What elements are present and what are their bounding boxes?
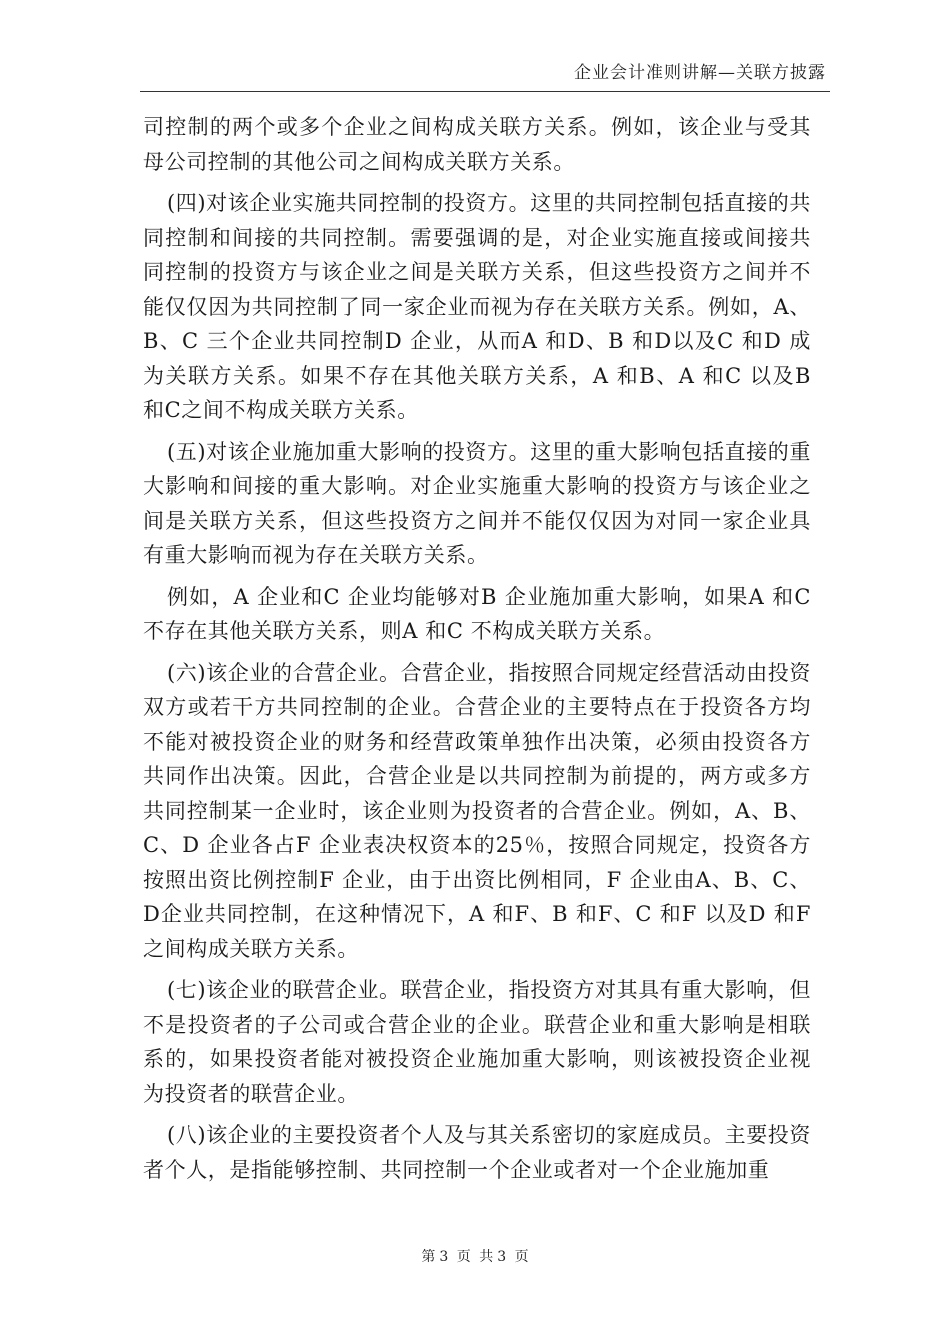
paragraph-continued: 司控制的两个或多个企业之间构成关联方关系。例如，该企业与受其母公司控制的其他公司之间构成关联方关系。 (143, 115, 811, 174)
footer-page-number: 3 (439, 1249, 449, 1265)
page-footer (0, 1246, 950, 1266)
footer-total-label: 共 (479, 1249, 494, 1265)
paragraph-item-5: (五)对该企业施加重大影响的投资方。这里的重大影响包括直接的重大影响和间接的重大影响。对企业实施重大影响的投资方与该企业之间是关联方关系，但这些投资方之间并不能仅仅因为对同一家企业具有重大影响而视为存在关联方关系。 (143, 439, 811, 567)
footer-page-label: 第 (421, 1249, 436, 1265)
footer-total-unit: 页 (514, 1249, 529, 1265)
paragraph-item-7: (七)该企业的联营企业。联营企业，指投资方对其具有重大影响，但不是投资者的子公司或合营企业的企业。联营企业和重大影响是相联系的，如果投资者能对被投资企业施加重大影响，则该被投资企业视为投资者的联营企业。 (143, 978, 811, 1106)
footer-total-pages: 3 (497, 1249, 507, 1265)
header-rule (140, 91, 830, 92)
paragraph-item-6: (六)该企业的合营企业。合营企业，指按照合同规定经营活动由投资双方或若干方共同控制的企业。合营企业的主要特点在于投资各方均不能对被投资企业的财务和经营政策单独作出决策，必须由投资各方共同作出决策。因此，合营企业是以共同控制为前提的，两方或多方共同控制某一企业时，该企业则为投资者的合营企业。例如，A、B、C、D 企业各占F 企业表决权资本的25％，按照合同规定，投资各方按照出资比例控制F 企业，由于出资比例相同，F 企业由A、B、C、D企业共同控制，在这种情况下，A 和F、B 和F、C 和F 以及D 和F 之间构成关联方关系。 (143, 660, 811, 961)
page-body (143, 110, 811, 1187)
paragraph-item-8: (八)该企业的主要投资者个人及与其关系密切的家庭成员。主要投资者个人，是指能够控制、共同控制一个企业或者对一个企业施加重 (143, 1123, 811, 1182)
footer-page-unit: 页 (456, 1249, 471, 1265)
paragraph-example: 例如，A 企业和C 企业均能够对B 企业施加重大影响，如果A 和C不存在其他关联方关系，则A 和C 不构成关联方关系。 (143, 584, 811, 643)
running-header: 企业会计准则讲解—关联方披露 (574, 63, 826, 83)
paragraph-item-4: (四)对该企业实施共同控制的投资方。这里的共同控制包括直接的共同控制和间接的共同控制。需要强调的是，对企业实施直接或间接共同控制的投资方与该企业之间是关联方关系，但这些投资方之间并不能仅仅因为共同控制了同一家企业而视为存在关联方关系。例如，A、B、C 三个企业共同控制D 企业，从而A 和D、B 和D以及C 和D 成为关联方关系。如果不存在其他关联方关系，A 和B、A 和C 以及B 和C之间不构成关联方关系。 (143, 191, 811, 422)
